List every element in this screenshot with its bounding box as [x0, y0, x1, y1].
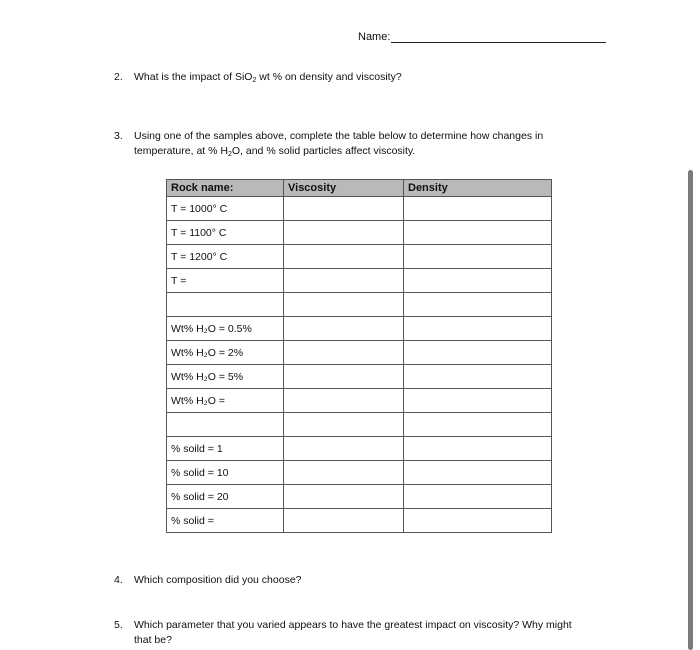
- row-label: % soild = 1: [167, 437, 284, 461]
- question-5: [114, 618, 654, 650]
- density-cell[interactable]: [404, 437, 552, 461]
- name-blank-line[interactable]: [391, 30, 606, 43]
- viscosity-cell[interactable]: [284, 437, 404, 461]
- vertical-scrollbar[interactable]: [688, 170, 693, 650]
- header-viscosity: Viscosity: [284, 180, 404, 197]
- viscosity-cell[interactable]: [284, 389, 404, 413]
- table-row: [167, 485, 552, 509]
- viscosity-cell[interactable]: [284, 365, 404, 389]
- table-row: [167, 245, 552, 269]
- density-cell[interactable]: [404, 365, 552, 389]
- table-row-spacer: [167, 413, 552, 437]
- name-label: Name:: [358, 31, 391, 43]
- row-label: % solid = 10: [167, 461, 284, 485]
- table-row: [167, 437, 552, 461]
- question-text-line1: Which parameter that you varied appears to have the greatest impact on viscosity? Why might: [134, 619, 572, 631]
- question-4: [114, 573, 634, 589]
- row-label: Wt% H₂O = 2%: [167, 341, 284, 365]
- viscosity-cell[interactable]: [284, 245, 404, 269]
- question-2: [114, 70, 634, 86]
- row-label[interactable]: Wt% H₂O =: [167, 389, 284, 413]
- density-cell[interactable]: [404, 485, 552, 509]
- viscosity-density-table: [166, 179, 552, 533]
- table-row: [167, 365, 552, 389]
- name-field: [358, 30, 606, 43]
- density-cell: [404, 293, 552, 317]
- question-text: What is the impact of SiO$_2$ wt % on density and viscosity?: [134, 71, 402, 84]
- viscosity-cell: [284, 413, 404, 437]
- viscosity-cell[interactable]: [284, 197, 404, 221]
- table-row: [167, 269, 552, 293]
- row-label: Wt% H₂O = 0.5%: [167, 317, 284, 341]
- density-cell[interactable]: [404, 221, 552, 245]
- table-header-row: [167, 180, 552, 197]
- question-text: Which composition did you choose?: [134, 574, 302, 586]
- density-cell[interactable]: [404, 509, 552, 533]
- table-row: [167, 317, 552, 341]
- question-3: [114, 129, 634, 161]
- question-number: 2.: [114, 71, 123, 83]
- viscosity-cell[interactable]: [284, 269, 404, 293]
- question-text-line1: Using one of the samples above, complete the table below to determine how changes in: [134, 130, 544, 142]
- table-row: [167, 221, 552, 245]
- viscosity-cell[interactable]: [284, 341, 404, 365]
- density-cell[interactable]: [404, 341, 552, 365]
- question-number: 3.: [114, 130, 123, 142]
- row-label[interactable]: T =: [167, 269, 284, 293]
- viscosity-cell[interactable]: [284, 485, 404, 509]
- table-row: [167, 341, 552, 365]
- question-text-line2: that be?: [134, 634, 172, 646]
- density-cell[interactable]: [404, 269, 552, 293]
- question-number: 4.: [114, 574, 123, 586]
- viscosity-cell[interactable]: [284, 509, 404, 533]
- row-label: [167, 293, 284, 317]
- table-row: [167, 509, 552, 533]
- table-row: [167, 389, 552, 413]
- density-cell[interactable]: [404, 317, 552, 341]
- row-label: T = 1200° C: [167, 245, 284, 269]
- density-cell: [404, 413, 552, 437]
- header-density: Density: [404, 180, 552, 197]
- table-row: [167, 461, 552, 485]
- table-row: [167, 197, 552, 221]
- row-label: % solid = 20: [167, 485, 284, 509]
- viscosity-cell[interactable]: [284, 317, 404, 341]
- density-cell[interactable]: [404, 389, 552, 413]
- row-label: Wt% H₂O = 5%: [167, 365, 284, 389]
- question-text-line2: temperature, at % $H_2O$, and % solid particles affect viscosity.: [134, 145, 416, 158]
- density-cell[interactable]: [404, 245, 552, 269]
- row-label[interactable]: % solid =: [167, 509, 284, 533]
- table-row-spacer: [167, 293, 552, 317]
- row-label: T = 1000° C: [167, 197, 284, 221]
- viscosity-cell: [284, 293, 404, 317]
- viscosity-cell[interactable]: [284, 461, 404, 485]
- row-label: T = 1100° C: [167, 221, 284, 245]
- row-label: [167, 413, 284, 437]
- density-cell[interactable]: [404, 197, 552, 221]
- density-cell[interactable]: [404, 461, 552, 485]
- viscosity-cell[interactable]: [284, 221, 404, 245]
- header-rock-name: Rock name:: [167, 180, 284, 197]
- question-number: 5.: [114, 619, 123, 631]
